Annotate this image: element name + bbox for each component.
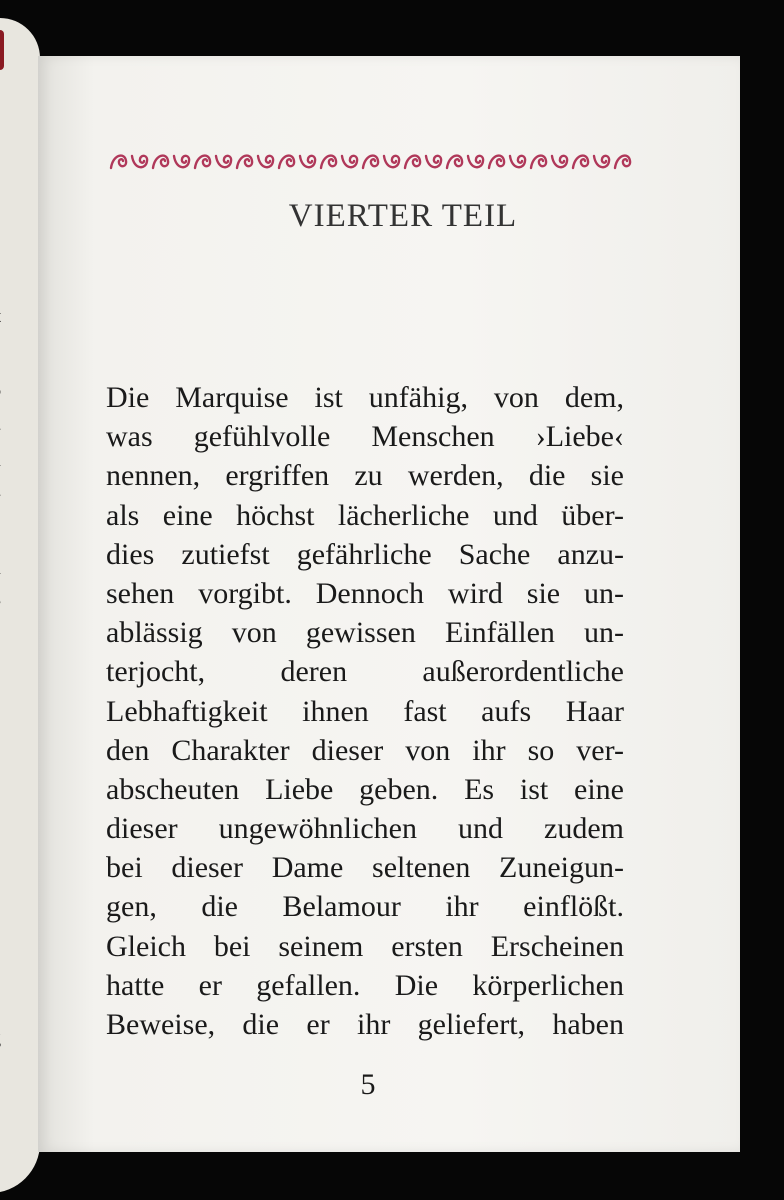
- text-line: was gefühlvolle Menschen ›Liebe‹: [106, 420, 624, 454]
- ornament-scroll: [342, 156, 357, 167]
- ornament-scroll: [237, 156, 252, 168]
- ornament-scroll: [321, 156, 336, 168]
- ornament-scroll: [363, 156, 378, 168]
- ornament-scroll: [279, 156, 294, 168]
- ornament-scroll: [552, 156, 567, 167]
- ornament-scroll: [447, 156, 462, 168]
- text-line: terjocht, deren außerordentliche: [106, 655, 624, 689]
- ornament-scroll: [384, 156, 399, 167]
- ornament-scroll: [468, 156, 483, 167]
- ornament-scroll: [615, 156, 630, 168]
- text-line: gen, die Belamour ihr einflößt.: [106, 890, 624, 924]
- ornament-scroll: [489, 156, 504, 168]
- text-line: bei dieser Dame seltenen Zuneigun-: [106, 851, 624, 885]
- text-line: Gleich bei seinem ersten Erscheinen: [106, 929, 624, 963]
- text-line: als eine höchst lächerliche und über-: [106, 498, 624, 532]
- ornament-scroll: [594, 156, 609, 167]
- ornament-scroll: [300, 156, 315, 167]
- body-text: [106, 378, 624, 1044]
- ornament-scroll: [531, 156, 546, 168]
- text-line: nennen, ergriffen zu werden, die sie: [106, 459, 624, 493]
- text-line: den Charakter dieser von ihr so ver-: [106, 733, 624, 767]
- text-line: Lebhaftigkeit ihnen fast aufs Haar: [106, 694, 624, 728]
- bookmark-ribbon: [0, 30, 4, 70]
- chapter-heading: VIERTER TEIL: [288, 198, 518, 234]
- text-line: dies zutiefst gefährliche Sache anzu-: [106, 537, 624, 571]
- ornament-scroll: [174, 156, 189, 167]
- ornament-scroll: [573, 156, 588, 168]
- text-line: Beweise, die er ihr geliefert, haben: [106, 1008, 624, 1041]
- ornament-scroll: [426, 156, 441, 167]
- text-line: Die Marquise ist unfähig, von dem,: [106, 381, 624, 414]
- text-line: dieser ungewöhnlichen und zudem: [106, 812, 624, 846]
- previous-page-edge: [0, 18, 40, 1193]
- page-number: 5: [360, 1068, 376, 1101]
- ornament-scroll: [195, 156, 210, 168]
- ornament-scroll: [510, 156, 525, 167]
- book-page: [38, 56, 740, 1152]
- text-line: sehen vorgibt. Dennoch wird sie un-: [106, 576, 624, 610]
- ornament-scroll: [216, 156, 231, 167]
- ornament-scroll: [405, 156, 420, 168]
- ornament-scroll: [153, 156, 168, 168]
- text-line: hatte er gefallen. Die körperlichen: [106, 968, 624, 1002]
- decorative-ornament-band: [108, 148, 632, 174]
- text-line: abscheuten Liebe geben. Es ist eine: [106, 772, 624, 806]
- ornament-scroll: [132, 156, 147, 167]
- text-line: ablässig von gewissen Einfällen un-: [106, 616, 624, 650]
- ornament-scroll: [111, 156, 126, 168]
- ornament-scroll: [258, 156, 273, 167]
